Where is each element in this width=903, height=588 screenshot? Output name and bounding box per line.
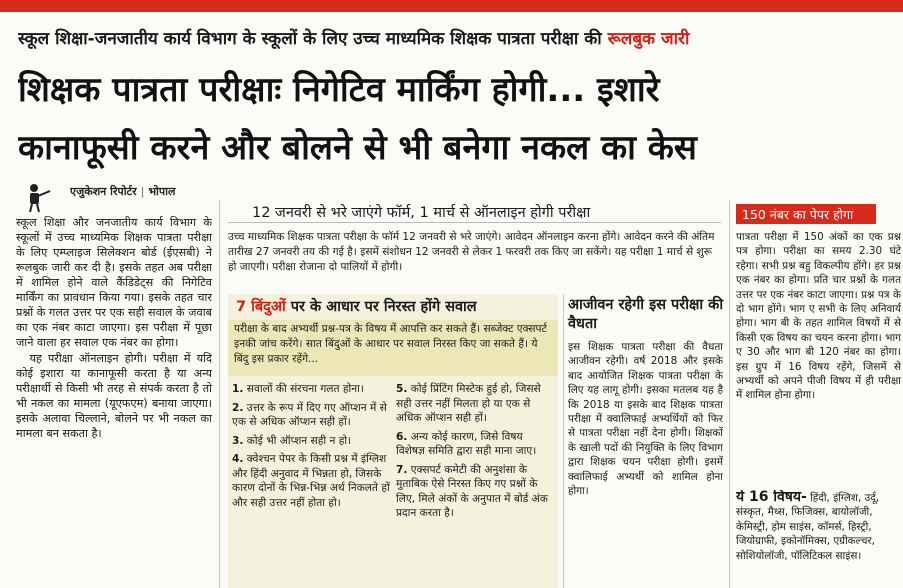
point-text: उत्तर के रूप में दिए गए ऑप्शन में से एक से अधिक ऑप्शन सही हों। <box>232 401 387 428</box>
byline-reporter: एजुकेशन रिपोर्टर <box>70 185 137 198</box>
point-text: एक्सपर्ट कमेटी की अनुशंसा के मुताबिक ऐसे निरस्त किए गए प्रश्नों के लिए, मिले अंकों के अनुपात में बोर्ड अंक प्रदान करता है। <box>396 463 548 519</box>
kicker-line <box>18 26 898 49</box>
point-number: 2. <box>232 401 244 414</box>
column-1 <box>16 215 212 585</box>
list-item <box>232 382 392 397</box>
list-item <box>232 401 392 430</box>
list-item <box>396 430 554 459</box>
top-red-bar <box>0 0 903 12</box>
column-divider <box>729 200 730 588</box>
section-1-rule <box>228 222 721 223</box>
subjects-block <box>736 490 901 586</box>
list-item <box>396 382 554 426</box>
point-text: कोई प्रिंटिंग मिस्टेक हुई हो, जिससे सही उत्तर नहीं मिलता हो या एक से अधिक ऑप्शन सही हों। <box>396 383 541 424</box>
byline-separator: | <box>140 185 145 198</box>
seven-points-title-red: 7 बिंदुओं <box>236 299 286 315</box>
point-number: 7. <box>396 463 408 476</box>
column-1-paragraph-2: यह परीक्षा ऑनलाइन होगी। परीक्षा में यदि कोई इशारा या कानाफूसी करता है या अन्य परीक्षार्थी से किसी भी तरह से संपर्क करता है तो भी नकल का मामला (यूएफएम) बनाया जाएगा। इसके अलावा चिल्लाने, बोलने पर भी नकल का मामला बन सकता है। <box>16 352 212 440</box>
subjects-list: हिंदी, इंग्लिश, उर्दू, संस्कृत, मैथ्स, फिजिक्स, बायोलॉजी, केमिस्ट्री, होम साइंस, कॉमर्स, हिस्ट्री, जियोग्राफी, इकोनॉमिक्स, एग्रीकल्चर, सोशियोलॉजी, पॉलिटिकल साइंस। <box>736 492 880 562</box>
column-divider <box>563 294 564 588</box>
point-text: कोई भी ऑप्शन सही न हो। <box>246 434 352 447</box>
column-divider <box>219 200 220 588</box>
point-number: 3. <box>232 434 244 447</box>
seven-points-title <box>236 296 556 316</box>
list-item <box>396 463 554 521</box>
kicker-text: स्कूल शिक्षा-जनजातीय कार्य विभाग के स्कूलों के लिए उच्च माध्यमिक शिक्षक पात्रता परीक्षा की <box>18 29 608 49</box>
marks-body: पात्रता परीक्षा में 150 अंकों का एक प्रश्न पत्र होगा। परीक्षा का समय 2.30 घंटे रहेगा। सभी प्रश्न बहु विकल्पीय होंगे। हर प्रश्न एक नंबर का होगा। प्रति चार प्रश्नों के गलत उत्तर पर एक नंबर काटा जाएगा। प्रश्न पत्र के दो भाग होंगे। भाग ए सभी के लिए अनिवार्य होगा। भाग बी के तहत शामिल विषयों में से किसी एक विषय का चयन करना होगा। भाग ए 30 और भाग बी 120 नंबर का होगा। इस ग्रुप में 16 विषय रहेंगे, जिसमें से अभ्यर्थी को अपने पीजी विषय में ही परीक्षा में शामिल होना होगा। <box>736 231 901 402</box>
seven-points-title-rest: पर के आधार पर निरस्त होंगे सवाल <box>285 299 477 315</box>
validity-body: इस शिक्षक पात्रता परीक्षा की वैधता आजीवन रहेगी। वर्ष 2018 और इसके बाद आयोजित शिक्षक पात्रता परीक्षा के लिए यह लागू होगी। इसका मतलब यह है कि 2018 या इसके बाद शिक्षक पात्रता परीक्षा में क्वालिफाई अभ्यर्थियों को फिर से पात्रता परीक्षा नहीं देना होगी। शिक्षकों के खाली पदों की नियुक्ति के लिए विभाग द्वारा शिक्षक चयन परीक्षा होगी। इसमें क्वालिफाई अभ्यर्थी को शामिल होना होगा। <box>568 341 723 498</box>
column-1-paragraph-1: स्कूल शिक्षा और जनजातीय कार्य विभाग के स्कूलों में उच्च माध्यमिक शिक्षक पात्रता परीक्षा के लिए एम्प्लाइज सिलेक्शन बोर्ड (ईएसबी) ने रूलबुक जारी कर दी है। इसके तहत अब परीक्षा में शामिल होने वाले कैंडिडेट्स की निगेटिव मार्किंग का प्रावधान किया गया। इसके तहत चार प्रश्नों के गलत उत्तर पर एक सही सवाल के जवाब का एक नंबर काटा जाएगा। इस परीक्षा में पूछा जाने वाला हर सवाल एक नंबर का होगा। <box>16 216 212 349</box>
point-text: क्वेश्चन पेपर के किसी प्रश्न में इंग्लिश और हिंदी अनुवाद में भिन्नता हो, जिसके कारण दोनों के भिन्न-भिन्न अर्थ निकलते हों और सही उत्तर नहीं होता हो। <box>232 453 390 509</box>
section-1-heading: 12 जनवरी से भरे जाएंगे फॉर्म, 1 मार्च से ऑनलाइन होगी परीक्षा <box>252 205 591 221</box>
list-item <box>232 452 392 510</box>
headline-line-2: कानाफूसी करने और बोलने से भी बनेगा नकल का केस <box>18 128 697 168</box>
seven-points-intro: परीक्षा के बाद अभ्यर्थी प्रश्न-पत्र के विषय में आपत्ति कर सकते हैं। सब्जेक्ट एक्सपर्ट इनकी जांच करेंगे। सात बिंदुओं के आधार पर सवाल निरस्त किए जा सकते हैं। ये बिंदु इस प्रकार रहेंगे... <box>228 320 558 376</box>
validity-title: आजीवन रहेगी इस परीक्षा की वैधता <box>568 297 724 332</box>
point-number: 6. <box>396 430 408 443</box>
point-number: 4. <box>232 453 244 465</box>
byline <box>70 184 230 199</box>
marks-badge: 150 नंबर का पेपर होगा <box>736 204 876 224</box>
section-1-lead: उच्च माध्यमिक शिक्षक पात्रता परीक्षा के फॉर्म 12 जनवरी से भरे जाएंगे। आवेदन ऑनलाइन करना होंगे। आवेदन करने की अंतिम तारीख 27 जनवरी तय की गई है। इसमें संशोधन 12 जनवरी से लेकर 1 फरवरी तक किए जा सकेंगे। यह परीक्षा 1 मार्च से शुरू हो जाएगी। परीक्षा रोजाना दो पालियों में होगी। <box>228 231 715 273</box>
point-number: 1. <box>232 383 244 395</box>
point-number: 5. <box>396 383 408 395</box>
point-text: अन्य कोई कारण, जिसे विषय विशेषज्ञ समिति द्वारा सही माना जाए। <box>396 430 537 457</box>
list-item <box>232 434 392 449</box>
headline-line-1: शिक्षक पात्रता परीक्षाः निगेटिव मार्किंग होगी... इशारे <box>18 70 660 110</box>
points-list-right <box>396 382 554 588</box>
kicker-highlight: रूलबुक जारी <box>607 29 690 49</box>
point-text: सवालों की संरचना गलत होना। <box>246 383 364 395</box>
byline-place: भोपाल <box>148 185 176 198</box>
points-list-left <box>232 382 392 588</box>
reporter-figure-icon <box>24 182 52 212</box>
subjects-label: ये 16 विषय- <box>736 490 807 505</box>
